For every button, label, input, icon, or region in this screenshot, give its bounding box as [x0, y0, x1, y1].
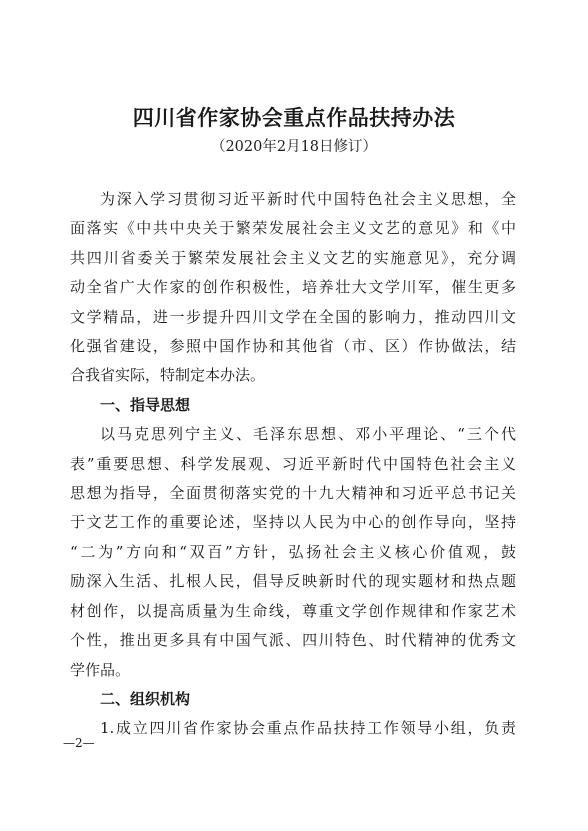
- text-line: 表”重要思想、科学发展观、习近平新时代中国特色社会主义: [70, 454, 516, 473]
- text-line: 文学精品，进一步提升四川文学在全国的影响力，推动四川文: [70, 307, 516, 326]
- text-line: 于文艺工作的重要论述，坚持以人民为中心的创作导向，坚持: [70, 513, 516, 532]
- text-line: “二为”方向和“双百”方针，弘扬社会主义核心价值观，鼓: [70, 542, 516, 561]
- text-line: 为深入学习贯彻习近平新时代中国特色社会主义思想，全: [100, 190, 516, 208]
- section-heading-organization: 二、组织机构: [100, 689, 191, 708]
- text-line: 励深入生活、扎根人民，倡导反映新时代的现实题材和热点题: [70, 572, 516, 591]
- document-body: [70, 185, 516, 744]
- page-number: —2—: [63, 736, 95, 750]
- text-line: 学作品。: [70, 660, 131, 679]
- text-line: 共四川省委关于繁荣发展社会主义文艺的实施意见》，充分调: [70, 248, 516, 267]
- document-title: 四川省作家协会重点作品扶持办法: [132, 105, 456, 130]
- section-heading-guiding-ideology: 一、指导思想: [100, 395, 191, 414]
- text-line: 面落实《中共中央关于繁荣发展社会主义文艺的意见》和《中: [70, 219, 516, 238]
- document-subtitle: （2020年2月18日修订）: [210, 139, 378, 155]
- text-line: 思想为指导，全面贯彻落实党的十九大精神和习近平总书记关: [70, 484, 516, 503]
- text-line: 化强省建设，参照中国作协和其他省（市、区）作协做法，结: [70, 337, 516, 356]
- text-line: 个性，推出更多具有中国气派、四川特色、时代精神的优秀文: [70, 631, 516, 650]
- guiding-ideology-paragraph: [70, 420, 516, 685]
- intro-paragraph: [70, 185, 516, 391]
- organization-paragraph: [70, 714, 516, 743]
- text-line: 材创作，以提高质量为生命线，尊重文学创作规律和作家艺术: [70, 601, 516, 620]
- text-line: 以马克思列宁主义、毛泽东思想、邓小平理论、“三个代: [100, 425, 516, 444]
- text-line: 1.成立四川省作家协会重点作品扶持工作领导小组，负责: [100, 719, 516, 738]
- text-line: 动全省广大作家的创作积极性，培养壮大文学川军，催生更多: [70, 278, 516, 297]
- text-line: 合我省实际，特制定本办法。: [70, 366, 266, 385]
